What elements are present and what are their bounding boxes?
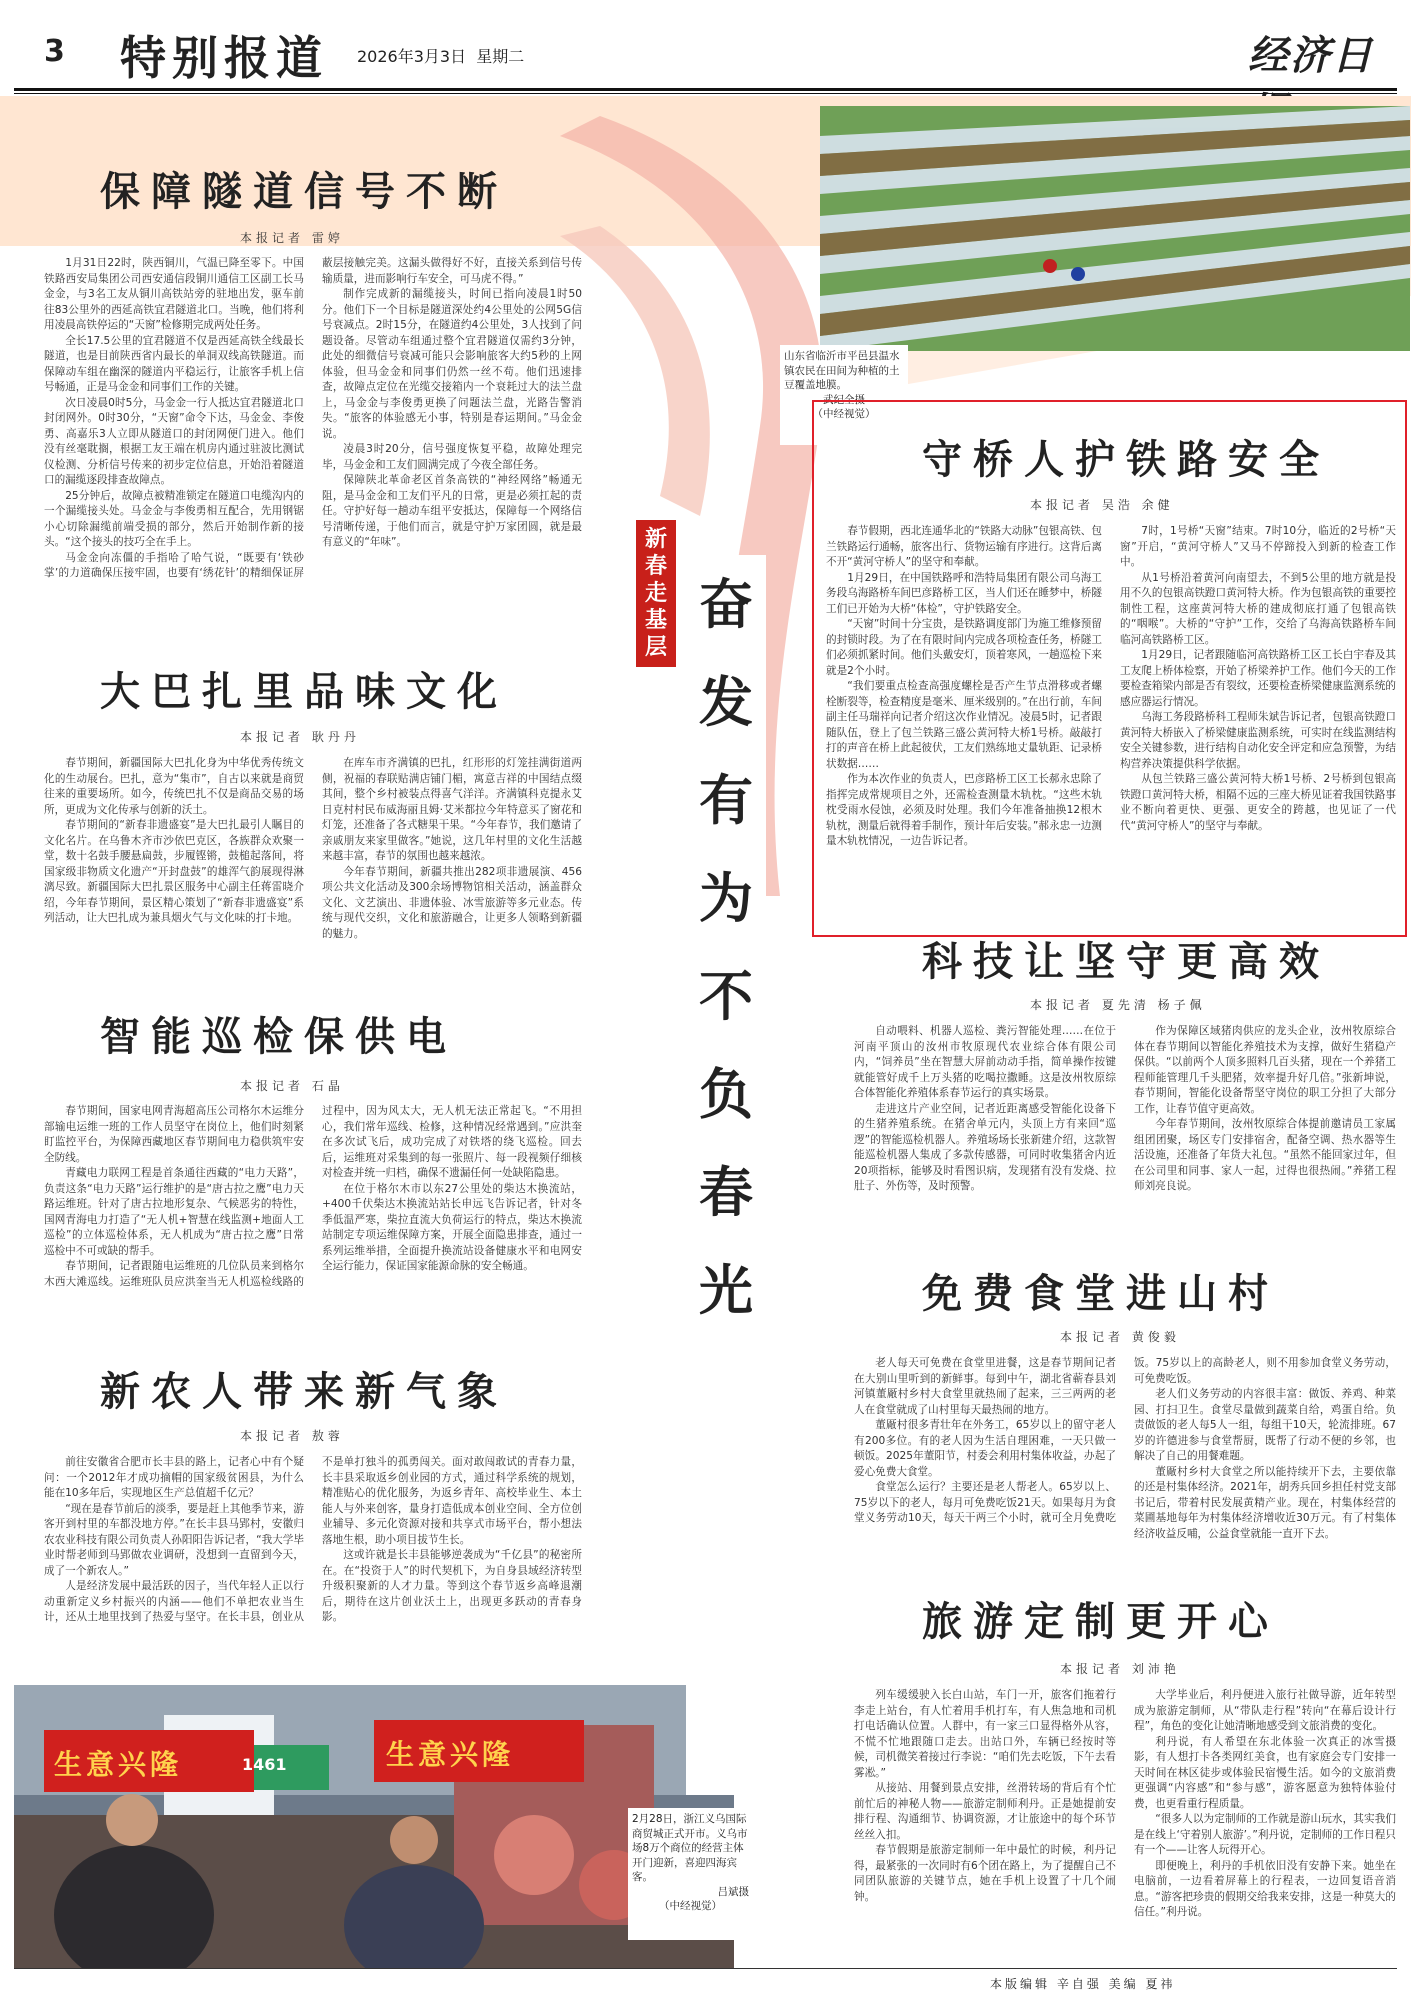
bus-number: 1461: [242, 1755, 287, 1774]
masthead-rule-thin: [14, 93, 1397, 94]
article-byline: 本报记者 刘沛艳: [1060, 1662, 1180, 1676]
photo-caption: 2月28日，浙江义乌国际商贸城正式开市。义乌市场8万个商位的经营主体开门迎新，喜迎四海宾客。 吕斌摄 （中经视觉）: [628, 1808, 753, 1940]
article-title: 大巴扎里品味文化: [100, 668, 508, 715]
field-photo: [820, 106, 1410, 351]
article-body: 1月31日22时，陕西铜川，气温已降至零下。中国铁路西安局集团公司西安通信段铜川通信工区副工长马金金，与3名工友从铜川高铁站旁的驻地出发，驱车前往83公里外的西延高铁宜君隧道北口。当晚，他们将利用凌晨高铁停运的“天窗”检修期完成两处任务。 全长17.5公里的宜君隧道不仅是西延高铁全线最长隧道，也是目前陕西省内最长的单洞双线高铁隧道。而保障动车组在幽深的隧道内平稳运行，让旅客手机上信号畅通，正是马金金和同事们工作的关键。 次日凌晨0时5分，马金金一行人抵达宜君隧道北口封闭网外。0时30分，“天窗”命令下达，马金金、李俊勇、高嘉乐3人立即从隧道口的封闭网便门进入。他们没有丝毫耽搁，根据工友王端在机房内通过驻波比测试仪检测、分析信号传来的初步定位信息，开始沿着隧道口的漏缆逐段排查故障点。 25分钟后，故障点被精准锁定在隧道口电缆沟内的一个漏缆接头处。马金金与李俊勇相互配合，先用钢锯小心切除漏缆前端受损的部分，然后开始制作新的接头。“这个接头的技巧全在手上。 马金金向冻僵的手指哈了哈气说，“既要有‘铁砂掌’的力道确保压接牢固，也要有‘绣花针’的精细保证屏蔽层接触完美。这漏头做得好不好，直接关系到信号传输质量，进而影响行车安全，可马虎不得。” 制作完成新的漏缆接头，时间已指向凌晨1时50分。他们下一个目标是隧道深处约4公里处的公网5G信号衰减点。2时15分，在隧道约4公里处，3人找到了问题设备。尽管动车组通过整个宜君隧道仅需约3分钟，此处的细微信号衰减可能只会影响旅客大约5秒的上网体验，但马金金和同事们仍然一丝不苟。他们迅速排查，故障点定位在光缆交接箱内一个衰耗过大的法兰盘上，马金金与李俊勇更换了问题法兰盘，光路告警消失。“旅客的体验感无小事，特别是春运期间。”马金金说。 凌晨3时20分，信号强度恢复平稳，故障处理完毕，马金金和工友们圆满完成了今夜全部任务。 保障陕北革命老区首条高铁的“神经网络”畅通无阻，是马金金和工友们平凡的日常，更是必须扛起的责任。守护好每一趟动车组平安抵达，保障每一个网络信号清晰传递，于他们而言，就是守护万家团圆，就是最有意义的“年味”。: [44, 257, 582, 579]
article-byline: 本报记者 黄俊毅: [1060, 1330, 1180, 1344]
editor-credits: 本版编辑 辛自强 美编 夏祎: [990, 1977, 1176, 1991]
article-title: 免费食堂进山村: [922, 1270, 1279, 1317]
article-title: 保障隧道信号不断: [100, 168, 508, 215]
article-byline: 本报记者 石晶: [240, 1079, 344, 1093]
article-body: 春节期间，新疆国际大巴扎化身为中华优秀传统文化的生动展台。巴扎，意为“集市”，自古以来就是商贸往来的重要场所。如今，传统巴扎不仅是商品交易的场所，更成为文化传承与创新的沃土。 春节期间的“新春非遗盛宴”是大巴扎最引人瞩目的文化名片。在乌鲁木齐市沙依巴克区，各族群众欢聚一堂，数十名鼓手腰悬扁鼓，步履铿锵，鼓槌起落间，将国家级非物质文化遗产“开封盘鼓”的雄浑气韵展现得淋漓尽致。新疆国际大巴扎景区服务中心副主任蒋雷晓介绍，今年春节期间，景区精心策划了“新春非遗盛宴”系列活动，让大巴扎成为兼具烟火气与文化味的打卡地。 在库车市齐满镇的巴扎，红形形的灯笼挂满街道两侧，祝福的春联贴满店铺门楣，寓意吉祥的中国结点缀其间，整个乡村被装点得喜气洋洋。齐满镇科克提永艾日克村村民布威海丽且姆·艾米都拉今年特意买了窗花和灯笼，还准备了各式糖果干果。“今年春节，我们邀请了亲戚朋友来家里做客。”她说，这几年村里的文化生活越来越丰富，春节的氛围也越来越浓。 今年春节期间，新疆共推出282项非遗展演、456项公共文化活动及300余场博物馆相关活动，涵盖群众文化、文艺演出、非遗体验、冰雪旅游等多元业态。传统与现代交织，文化和旅游融合，让更多人领略到新疆的魅力。: [44, 757, 582, 940]
article-byline: 本报记者 吴浩 余健: [1030, 498, 1174, 512]
article-body: 春节期间，国家电网青海超高压公司格尔木运维分部输电运维一班的工作人员坚守在岗位上，他们时刻紧盯监控平台，为保障西藏地区春节期间电力稳供筑牢安全防线。 青藏电力联网工程是首条通往西藏的“电力天路”，负责这条“电力天路”运行维护的是“唐古拉之鹰”电力天路运维班。针对了唐古拉地形复杂、气候恶劣的特性，国网青海电力打造了“无人机+智慧在线监测+地面人工巡检”的立体巡检体系，无人机成为“唐古拉之鹰”日常巡检中不可或缺的帮手。 春节期间，记者跟随电运维班的几位队员来到格尔木西大滩巡线。运维班队员应洪奎当无人机巡检线路的过程中，因为风太大，无人机无法正常起飞。“不用担心，我们常年巡线、检修，这种情况经常遇到。”应洪奎在多次试飞后，成功完成了对铁塔的绕飞巡检。回去后，运维班对采集到的每一张照片、每一段视频仔细核对检查并统一归档，确保不遗漏任何一处缺陷隐患。 在位于格尔木市以东27公里处的柴达木换流站，+400千伏柴达木换流站站长申远飞告诉记者，针对冬季低温严寒，柴拉直流大负荷运行的特点，柴达木换流站制定专项运维保障方案，开展全面隐患排查，通过一系列运维举措，全面提升换流站设备健康水平和电网安全运行能力，保证国家能源命脉的安全畅通。: [44, 1105, 582, 1288]
banner-text: 生意兴隆: [386, 1738, 515, 1771]
newspaper-logo: 经济日: [1248, 32, 1374, 79]
article-title: 守桥人护铁路安全: [922, 436, 1330, 483]
article-byline: 本报记者 耿丹丹: [240, 730, 360, 744]
feature-title: 奋 发 有 为 不 负 春 光: [686, 555, 766, 1795]
footer-rule: [14, 1968, 1397, 1969]
page-number: 3: [44, 34, 65, 69]
masthead-rule: [14, 88, 1397, 91]
market-photo: [14, 1685, 734, 1968]
article-title: 旅游定制更开心: [922, 1598, 1279, 1645]
article-byline: 本报记者 夏先清 杨子佩: [1030, 998, 1206, 1012]
photo-caption: 山东省临沂市平邑县温水镇农民在田间为种植的土豆覆盖地膜。 武纪全摄 （中经视觉）: [780, 345, 908, 445]
article-byline: 本报记者 雷婷: [240, 231, 344, 245]
article-title: 智能巡检保供电: [100, 1013, 457, 1060]
article-body: 自动喂料、机器人巡检、粪污智能处理……在位于河南平顶山的汝州市牧原现代农业综合体有限公司内，“饲养员”坐在智慧大屏前动动手指，简单操作按键就能管好成千上万头猪的吃喝拉撒睡。这是汝州牧原综合体智能化养殖体系春节运行的真实场景。 走进这片产业空间，记者近距离感受智能化设备下的生猪养殖系统。在猪舍单元内，头顶上方有来回“巡逻”的智能巡检机器人。养殖场场长张新建介绍，这款智能巡检机器人集成了多款传感器，可同时收集猪舍内近20项指标，能够及时看图识病，发现猪有没有发烧、拉肚子、外伤等，及时预警。 作为保障区域猪肉供应的龙头企业，汝州牧原综合体在春节期间以智能化养殖技术为支撑，做好生猪稳产保供。“以前两个人顶多照料几百头猪，现在一个养猪工程师能管理几千头肥猪，效率提升好几倍。”张新坤说，春节期间，智能化设备帮坚守岗位的职工分担了大部分工作，让春节值守更高效。 今年春节期间，汝州牧原综合体提前邀请员工家属组团团聚，场区专门安排宿舍，配备空调、热水器等生活设施，还准备了年货大礼包。“虽然不能回家过年，但在公司里和同事、家人一起，过得也很热闹。”养猪工程师刘亮良说。: [854, 1025, 1396, 1192]
article-body: 列车缓缓驶入长白山站，车门一开，旅客们拖着行李走上站台，有人忙着用手机打车，有人焦急地和司机打电话确认位置。人群中，有一家三口显得格外从容，不慌不忙地跟随口走去。出站口外，车辆已经按时等候，司机微笑着接过行李说：“咱们先去吃饭，下午去看雾凇。” 从接站、用餐到景点安排，丝滑转场的背后有个忙前忙后的神秘人物——旅游定制师利丹。正是她提前安排行程、沟通细节、协调资源，才让旅途中的每个环节丝丝入扣。 春节假期是旅游定制师一年中最忙的时候，利丹记得，最紧张的一次同时有6个团在路上，为了提醒自己不同团队旅游的关键节点，她在手机上设置了十几个闹钟。 大学毕业后，利丹便进入旅行社做导游，近年转型成为旅游定制师，从“带队走行程”转向“在幕后设计行程”，角色的变化让她清晰地感受到文旅消费的变化。 利丹说，有人希望在东北体验一次真正的冰雪摄影，有人想打卡各类网红美食，也有家庭会专门安排一天时间在林区徒步或体验民宿慢生活。如今的文旅消费更强调“内容感”和“参与感”，游客愿意为独特体验付费，也更看重行程质量。 “很多人以为定制师的工作就是游山玩水，其实我们是在线上‘守着别人旅游’。”利丹说，定制师的工作日程只有一个——让客人玩得开心。 即便晚上，利丹的手机依旧没有安静下来。她坐在电脑前，一边看着屏幕上的行程表，一边回复语音消息。“游客把珍贵的假期交给我来安排，这是一种莫大的信任。”利丹说。: [854, 1689, 1396, 1918]
article-body: 春节假期，西北连通华北的“铁路大动脉”包银高铁、包兰铁路运行通畅，旅客出行、货物运输有序进行。这背后离不开“黄河守桥人”的坚守和奉献。 1月29日，在中国铁路呼和浩特局集团有限公司乌海工务段乌海路桥车间巴彦路桥工区，当人们还在睡梦中，桥隧工们已开始为大桥“体检”，守护铁路安全。 “天窗”时间十分宝贵，是铁路调度部门为施工维修预留的封锁时段。为了在有限时间内完成各项检查任务，桥隧工们必须抓紧时间。他们头戴安灯，顶着寒风，一趟巡检下来就是2个小时。 “我们要重点检查高强度螺栓是否产生节点滑移或者螺栓断裂等，检查精度是毫米、厘米级别的。”在出行前，车间副主任马瑞祥向记者介绍这次作业情况。凌晨5时，记者跟随队伍，登上了包兰铁路三盛公黄河特大桥1号桥。敲敲打打的声音在桥上此起彼伏，工友们熟练地丈量轨距、记录桥状数据…… 作为本次作业的负责人，巴彦路桥工区工长郝永忠除了指挥完成常规项目之外，还需检查测量木轨枕。“这些木轨枕受雨水侵蚀，必须及时处理。我们今年准备抽换12根木轨枕，测量后就得着手制作，预计年后安装。”郝永忠一边测量木轨枕情况，一边告诉记者。 7时，1号桥“天窗”结束。7时10分，临近的2号桥“天窗”开启，“黄河守桥人”又马不停蹄投入到新的检查工作中。 从1号桥沿着黄河向南望去，不到5公里的地方就是投用不久的包银高铁蹬口黄河特大桥。作为包银高铁的重要控制性工程，这座黄河特大桥的建成彻底打通了包银高铁的“咽喉”。大桥的“守护”工作，交给了乌海高铁路桥车间临河高铁路桥工区。 1月29日，记者跟随临河高铁路桥工区工长白宇春及其工友爬上桥体检察，开始了桥梁养护工作。他们今天的工作要检查箱梁内部是否有裂纹，还要检查桥梁健康监测系统的感应器运行情况。 乌海工务段路桥科工程师朱斌告诉记者，包银高铁蹬口黄河特大桥嵌入了桥梁健康监测系统，可实时在线监测结构安全关键参数，进行结构自动化安全评定和应急预警，为结构营养决策提供科学依据。 从包兰铁路三盛公黄河特大桥1号桥、2号桥到包银高铁蹬口黄河特大桥，相隔不远的三座大桥见证着我国铁路事业不断向着更快、更强、更安全的跨越，也见证了一代代“黄河守桥人”的坚守与奉献。: [826, 525, 1396, 847]
article-title: 新农人带来新气象: [100, 1368, 508, 1415]
article-body: 老人每天可免费在食堂里进餐，这是春节期间记者在大别山里听到的新鲜事。每到中午，湖北省蕲春县刘河镇董厰村乡村大食堂里就热闹了起来，三三两两的老人在食堂就成了山村里每天最热闹的地方。 董厰村很多青壮年在外务工，65岁以上的留守老人有200多位。有的老人因为生活自理困难，一天只做一顿饭。2025年董阳节，村委会利用村集体收益，办起了爱心免费大食堂。 食堂怎么运行？主要还是老人帮老人。65岁以上、75岁以下的老人，每月可免费吃饭21天。如果每月为食堂义务劳动10天，每天干两三个小时，就可全月免费吃饭。75岁以上的高龄老人，则不用参加食堂义务劳动，可免费吃饭。 老人们义务劳动的内容很丰富：做饭、养鸡、种菜园、打扫卫生。食堂尽量做到蔬菜自给，鸡蛋自给。负责做饭的老人每5人一组，每组干10天，轮流排班。67岁的许德进参与食堂帮厨，既帮了行动不便的乡邻，也解决了自己的用餐难题。 董厰村乡村大食堂之所以能持续开下去，主要依靠的还是村集体经济。2021年，胡秀兵回乡担任村党支部书记后，带着村民发展黄精产业。现在，村集体经营的菜圃基地每年为村集体经济增收近30万元。有了村集体经济收益反哺，公益食堂就能一直开下去。: [854, 1357, 1396, 1540]
article-title: 科技让坚守更高效: [922, 938, 1330, 985]
article-byline: 本报记者 敖蓉: [240, 1429, 344, 1443]
feature-tag: 新春走基层: [636, 520, 676, 667]
issue-date: 2026年3月3日 星期二: [357, 47, 525, 66]
article-body: 前往安徽省合肥市长丰县的路上，记者心中有个疑问：一个2012年才成功摘帽的国家级贫困县，为什么能在10多年后，实现地区生产总值超千亿元？ “现在是春节前后的淡季，要是赶上其他季节来，游客开到村里的车都没地方停。”在长丰县马郢村，安徽归农农业科技有限公司负责人孙阳阳告诉记者，“我大学毕业时帮老师到马郢做农业调研，没想到一直留到今天，成了一个新农人。” 人是经济发展中最活跃的因子，当代年轻人正以行动重新定义乡村振兴的内涵——他们不单把农业当生计，还从土地里找到了热爱与坚守。在长丰县，创业从不是单打独斗的孤勇闯关。面对敢闯敢试的青春力量，长丰县采取返乡创业园的方式，通过科学系统的规划，精准贴心的优化服务，为返乡青年、高校毕业生、本土能人与外来创客，量身打造低成本创业空间、全方位创业辅导、多元化资源对接和共享式市场平台，帮小想法落地生根，助小项目拔节生长。 这或许就是长丰县能够逆袭成为“千亿县”的秘密所在。在“投资于人”的时代契机下，为自身县域经济转型升级积聚新的人才力量。等到这个春节返乡高峰退潮后，期待在这片创业沃土上，出现更多跃动的青春身影。: [44, 1456, 582, 1623]
section-title: 特别报道: [120, 31, 328, 85]
banner-text: 生意兴隆: [54, 1748, 183, 1781]
